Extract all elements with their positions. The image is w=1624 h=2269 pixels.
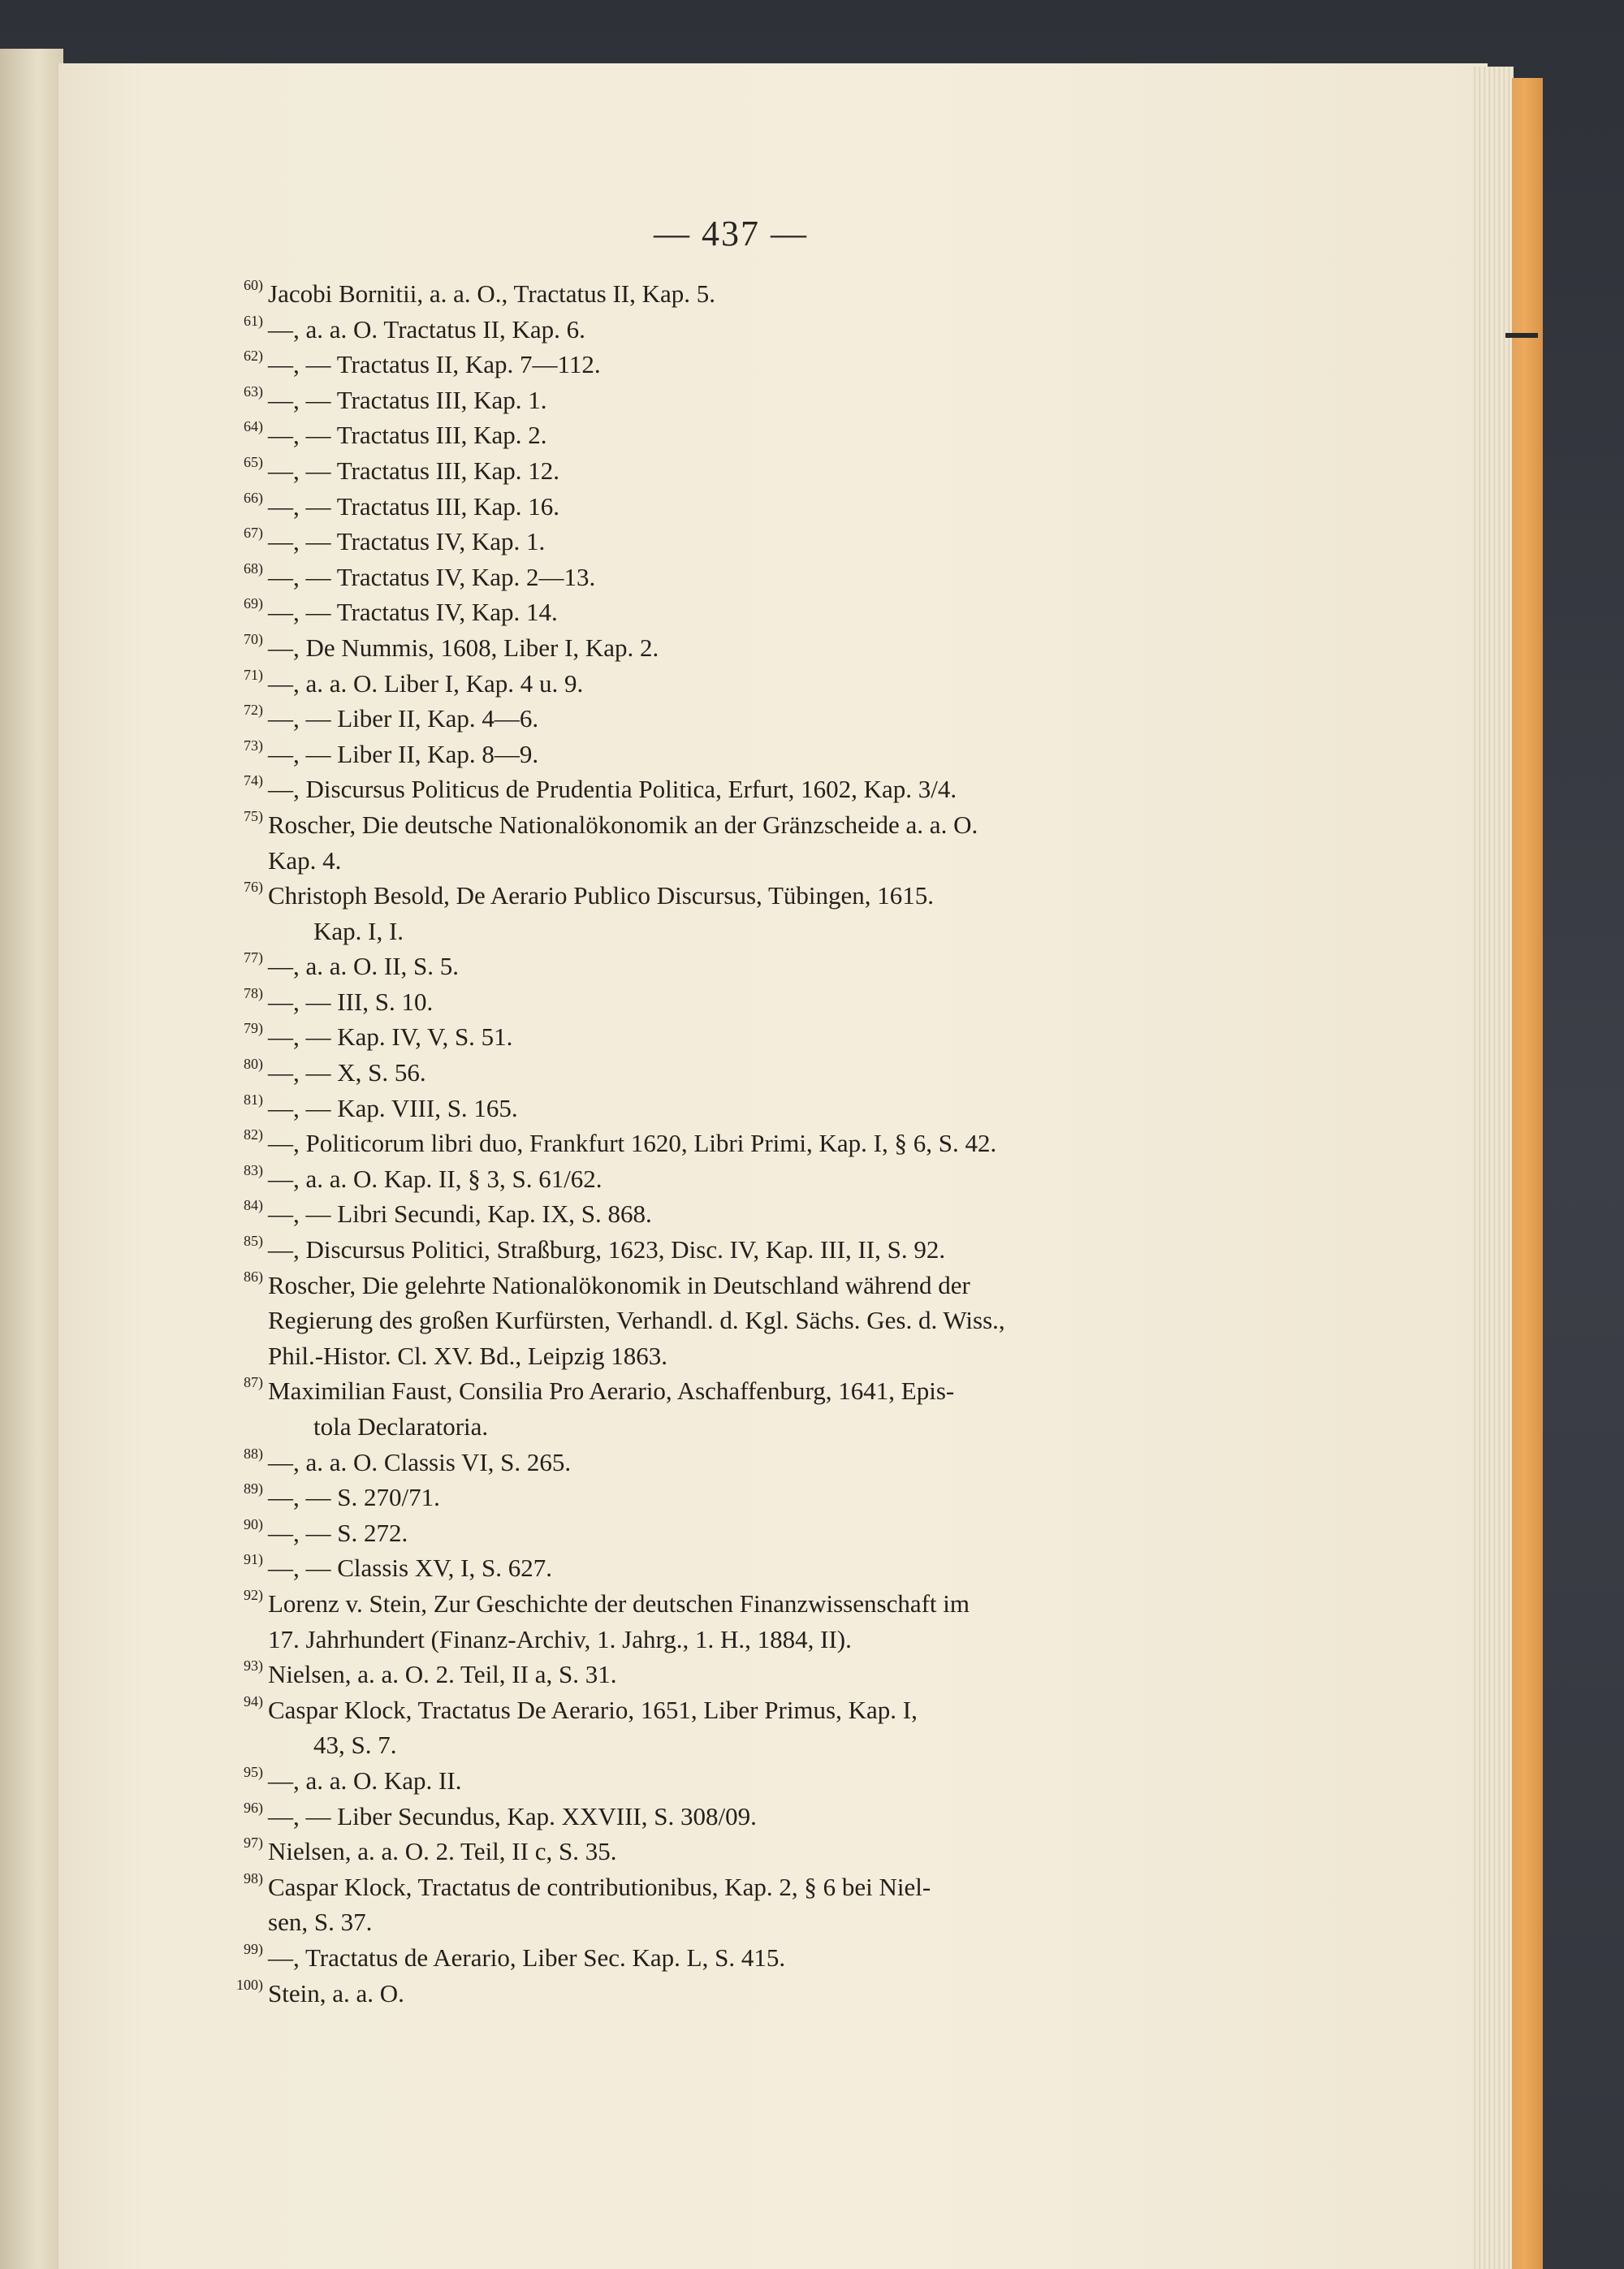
ribbon-marker [1505, 333, 1538, 338]
page-number: — 437 — [654, 214, 808, 253]
note-number: 69) [244, 595, 263, 612]
note-text: —, — S. 270/71. [268, 1483, 440, 1512]
note-number: 84) [244, 1197, 263, 1214]
note-text: —, De Nummis, 1608, Liber I, Kap. 2. [268, 633, 659, 662]
footnote-99 [203, 1940, 1226, 1976]
note-text: Lorenz v. Stein, Zur Geschichte der deutschen Finanzwissenschaft im [268, 1588, 970, 1618]
note-number: 82) [244, 1126, 263, 1143]
note-text: —, — Liber II, Kap. 4—6. [268, 704, 539, 733]
footnote-87 [203, 1373, 1226, 1444]
footnote-100 [203, 1976, 1226, 2012]
footnote-82 [203, 1126, 1226, 1161]
note-text: —, Politicorum libri duo, Frankfurt 1620, Libri Primi, Kap. I, § 6, S. 42. [268, 1129, 997, 1158]
note-text: —, Tractatus de Aerario, Liber Sec. Kap. L, S. 415. [268, 1943, 786, 1972]
note-number: 93) [244, 1657, 263, 1675]
note-number: 77) [244, 949, 263, 966]
note-number: 75) [244, 807, 263, 824]
note-number: 67) [244, 525, 263, 542]
note-text: Caspar Klock, Tractatus de contributionibus, Kap. 2, § 6 bei Niel- [268, 1872, 931, 1901]
note-number: 94) [244, 1692, 263, 1709]
note-text: —, a. a. O. II, S. 5. [268, 952, 460, 981]
footnote-90 [203, 1515, 1226, 1551]
footnote-79 [203, 1019, 1226, 1055]
note-text: Christoph Besold, De Aerario Publico Discursus, Tübingen, 1615. [268, 881, 935, 910]
note-text: —, — Liber II, Kap. 8—9. [268, 739, 539, 768]
footnote-81 [203, 1091, 1226, 1126]
footnote-92 [203, 1586, 1226, 1657]
note-number: 76) [244, 879, 263, 896]
note-number: 63) [244, 382, 263, 400]
footnote-98 [203, 1869, 1226, 1940]
note-text: Roscher, Die deutsche Nationalökonomik an der Gränzscheide a. a. O. [268, 810, 978, 839]
note-text: —, — Tractatus IV, Kap. 14. [268, 598, 558, 627]
facing-page-edge [0, 49, 63, 2269]
note-text: —, — S. 272. [268, 1518, 408, 1547]
footnote-93 [203, 1657, 1226, 1692]
note-number: 74) [244, 772, 263, 789]
note-continuation: Kap. 4. [268, 845, 342, 875]
footnote-75 [203, 807, 1226, 878]
note-text: —, — Kap. IV, V, S. 51. [268, 1022, 513, 1052]
note-text: —, — Classis XV, I, S. 627. [268, 1554, 552, 1583]
note-number: 79) [244, 1020, 263, 1037]
note-continuation-2: Phil.-Histor. Cl. XV. Bd., Leipzig 1863. [268, 1341, 668, 1370]
note-text: Jacobi Bornitii, a. a. O., Tractatus II, Kap. 5. [268, 279, 716, 308]
footnote-97 [203, 1834, 1226, 1869]
footnote-61 [203, 312, 1226, 348]
footnote-83 [203, 1161, 1226, 1197]
note-number: 61) [244, 312, 263, 329]
note-number: 87) [244, 1374, 263, 1391]
footnote-66 [203, 489, 1226, 525]
note-text: —, — Libri Secundi, Kap. IX, S. 868. [268, 1199, 652, 1229]
footnote-72 [203, 701, 1226, 737]
note-continuation: Regierung des großen Kurfürsten, Verhandl. d. Kgl. Sächs. Ges. d. Wiss., [268, 1306, 1005, 1335]
note-number: 98) [244, 1869, 263, 1887]
footnote-64 [203, 417, 1226, 453]
note-number: 71) [244, 666, 263, 683]
footnote-list [203, 276, 1226, 2011]
note-continuation: Kap. I, I. [313, 916, 404, 945]
note-text: Stein, a. a. O. [268, 1978, 404, 2008]
footnote-80 [203, 1055, 1226, 1091]
note-number: 70) [244, 630, 263, 647]
footnote-67 [203, 524, 1226, 560]
note-text: —, Discursus Politici, Straßburg, 1623, Disc. IV, Kap. III, II, S. 92. [268, 1235, 946, 1264]
note-text: —, a. a. O. Kap. II. [268, 1765, 462, 1795]
note-text: —, — X, S. 56. [268, 1058, 426, 1087]
note-number: 85) [244, 1233, 263, 1250]
note-number: 90) [244, 1515, 263, 1532]
note-text: —, — Tractatus III, Kap. 1. [268, 385, 547, 414]
footnote-91 [203, 1550, 1226, 1586]
note-number: 80) [244, 1056, 263, 1073]
note-number: 99) [244, 1940, 263, 1957]
footnote-68 [203, 560, 1226, 595]
footnote-74 [203, 771, 1226, 807]
footnote-65 [203, 453, 1226, 489]
footnote-60 [203, 276, 1226, 312]
page-stack-edges [1471, 67, 1514, 2269]
footnote-88 [203, 1445, 1226, 1480]
note-text: Caspar Klock, Tractatus De Aerario, 1651, Liber Primus, Kap. I, [268, 1695, 918, 1724]
note-number: 96) [244, 1799, 263, 1816]
footnote-86 [203, 1268, 1226, 1374]
note-text: —, a. a. O. Classis VI, S. 265. [268, 1447, 572, 1476]
footnote-69 [203, 594, 1226, 630]
footnote-76 [203, 878, 1226, 949]
footnote-85 [203, 1232, 1226, 1268]
note-number: 81) [244, 1091, 263, 1108]
note-text: Roscher, Die gelehrte Nationalökonomik in Deutschland während der [268, 1270, 970, 1299]
note-text: —, — Tractatus III, Kap. 2. [268, 421, 547, 450]
note-text: —, — Tractatus III, Kap. 12. [268, 456, 560, 485]
note-continuation: tola Declaratoria. [313, 1412, 489, 1441]
footnote-96 [203, 1799, 1226, 1835]
footnote-84 [203, 1196, 1226, 1232]
note-number: 83) [244, 1161, 263, 1178]
note-number: 60) [244, 277, 263, 293]
book-cover-edge [1512, 78, 1543, 2269]
note-number: 91) [244, 1551, 263, 1568]
note-text: —, — Tractatus II, Kap. 7—112. [268, 350, 601, 379]
footnote-63 [203, 382, 1226, 418]
note-text: —, — Kap. VIII, S. 165. [268, 1093, 518, 1122]
footnote-71 [203, 666, 1226, 702]
note-number: 100) [236, 1976, 263, 1993]
note-text: Nielsen, a. a. O. 2. Teil, II c, S. 35. [268, 1837, 617, 1866]
note-number: 78) [244, 984, 263, 1001]
note-number: 86) [244, 1268, 263, 1285]
note-number: 95) [244, 1763, 263, 1780]
note-text: Maximilian Faust, Consilia Pro Aerario, Aschaffenburg, 1641, Epis- [268, 1377, 955, 1406]
note-text: —, — Tractatus III, Kap. 16. [268, 491, 560, 521]
note-number: 66) [244, 489, 263, 506]
note-text: Nielsen, a. a. O. 2. Teil, II a, S. 31. [268, 1660, 617, 1689]
note-number: 64) [244, 418, 263, 435]
note-text: —, — Tractatus IV, Kap. 1. [268, 527, 546, 556]
footnote-77 [203, 949, 1226, 984]
note-text: —, a. a. O. Kap. II, § 3, S. 61/62. [268, 1164, 603, 1193]
note-number: 65) [244, 453, 263, 470]
note-continuation: sen, S. 37. [268, 1908, 373, 1937]
note-text: —, Discursus Politicus de Prudentia Politica, Erfurt, 1602, Kap. 3/4. [268, 775, 957, 804]
footnote-78 [203, 984, 1226, 1020]
note-continuation: 43, S. 7. [313, 1731, 397, 1760]
note-text: —, — III, S. 10. [268, 987, 434, 1016]
note-number: 73) [244, 737, 263, 754]
note-number: 92) [244, 1586, 263, 1603]
note-number: 62) [244, 348, 263, 365]
note-continuation: 17. Jahrhundert (Finanz-Archiv, 1. Jahrg., 1. H., 1884, II). [268, 1624, 852, 1653]
note-text: —, — Liber Secundus, Kap. XXVIII, S. 308/09. [268, 1801, 757, 1830]
note-number: 89) [244, 1480, 263, 1498]
footnote-62 [203, 347, 1226, 382]
footnote-70 [203, 630, 1226, 666]
footnote-94 [203, 1692, 1226, 1763]
note-number: 97) [244, 1835, 263, 1852]
footnote-89 [203, 1480, 1226, 1515]
footnote-73 [203, 737, 1226, 772]
note-text: —, — Tractatus IV, Kap. 2—13. [268, 562, 596, 591]
footnote-95 [203, 1763, 1226, 1799]
note-text: —, a. a. O. Liber I, Kap. 4 u. 9. [268, 668, 584, 698]
note-text: —, a. a. O. Tractatus II, Kap. 6. [268, 314, 585, 344]
note-number: 88) [244, 1445, 263, 1462]
note-number: 68) [244, 560, 263, 577]
note-number: 72) [244, 702, 263, 719]
